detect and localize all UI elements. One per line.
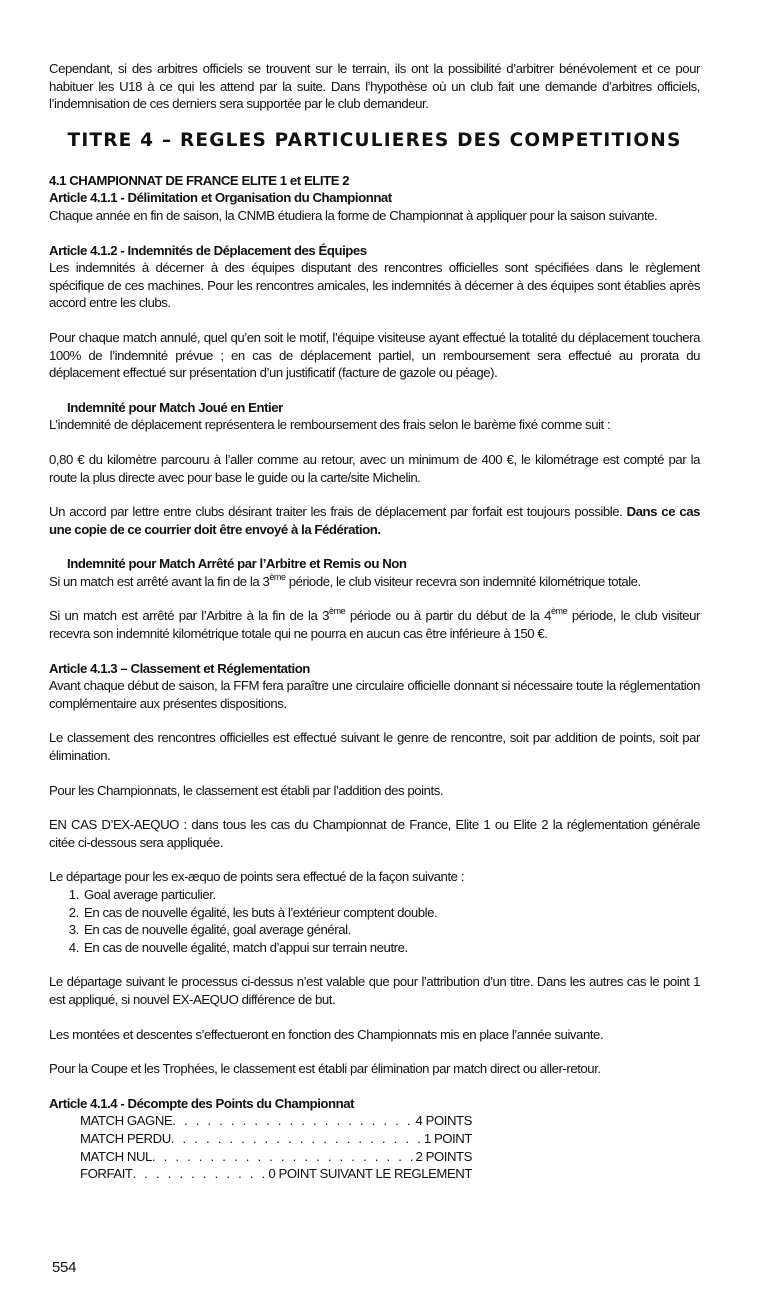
dot-leader xyxy=(171,1130,424,1148)
points-value: 4 POINTS xyxy=(415,1113,472,1129)
p6-superscript-1: ème xyxy=(329,606,346,617)
sub-text-match-entier: L’indemnité de déplacement représentera le remboursement des frais selon le barème fixé comme suit : xyxy=(49,417,611,433)
article-4-1-3-paragraph-5: Le départage pour les ex-æquo de points sera effectué de la façon suivante : xyxy=(49,869,464,885)
article-4-1-2-paragraph-1: Les indemnités à décerner à des équipes disputant des rencontres officielles sont spécifiées dans le règlement spécifique de ces machines. Pour les rencontres amicales, les indemnités à décerner à des équipes sont établies après accord entre les clubs. xyxy=(49,260,700,311)
paragraph-4-normal: Un accord par lettre entre clubs désirant traiter les frais de déplacement par forfait est toujours possible. xyxy=(49,504,627,520)
article-4-1-2-paragraph-4 xyxy=(49,503,700,538)
points-row xyxy=(80,1148,472,1166)
document-page xyxy=(49,60,700,1183)
article-4-1-2-paragraph-5 xyxy=(49,573,700,591)
article-4-1-1-heading: Article 4.1.1 - Délimitation et Organisation du Championnat xyxy=(49,190,392,206)
points-value: 0 POINT SUIVANT LE REGLEMENT xyxy=(268,1166,472,1182)
p6-part-b: période ou à partir du début de la 4 xyxy=(345,608,551,624)
p6-part-c: période, le club visiteur recevra son indemnité kilométrique totale qui ne pourra en aucun cas être inférieure à 150 €. xyxy=(49,608,700,642)
points-label: MATCH PERDU xyxy=(80,1130,171,1146)
p5-part-a: Si un match est arrêté avant la fin de la 3 xyxy=(49,573,270,589)
article-4-1-3-paragraph-3: Pour les Championnats, le classement est établi par l’addition des points. xyxy=(49,782,444,798)
list-item: 2. En cas de nouvelle égalité, les buts à l’extérieur comptent double. xyxy=(82,904,700,922)
dot-leader xyxy=(172,1112,415,1130)
article-4-1-3-paragraph-4: EN CAS D’EX-AEQUO : dans tous les cas du Championnat de France, Elite 1 ou Elite 2 la réglementation générale citée ci-dessous sera appliquée. xyxy=(49,817,700,850)
dot-leader xyxy=(133,1165,269,1183)
tiebreak-list xyxy=(49,886,700,956)
list-item: 3. En cas de nouvelle égalité, goal average général. xyxy=(82,921,700,939)
points-value: 1 POINT xyxy=(423,1130,472,1146)
intro-paragraph: Cependant, si des arbitres officiels se trouvent sur le terrain, ils ont la possibilité d’arbitrer bénévolement et ce pour habituer les U18 à ce qui les attend par la suite. Dans l’hypothèse où un club fait une demande d’arbitres officiels, l’indemnisation de ces derniers sera supportée par le club demandeur. xyxy=(49,61,700,112)
article-4-1-4-heading: Article 4.1.4 - Décompte des Points du Championnat xyxy=(49,1095,355,1111)
page-number: 554 xyxy=(52,1259,77,1276)
points-label: MATCH GAGNE xyxy=(80,1113,173,1129)
section-title: TITRE 4 – REGLES PARTICULIERES DES COMPETITIONS xyxy=(67,129,682,151)
points-row xyxy=(80,1112,472,1130)
points-row xyxy=(80,1165,472,1183)
article-4-1-2-paragraph-3: 0,80 € du kilomètre parcouru à l’aller comme au retour, avec un minimum de 400 €, le kilométrage est compté par la route la plus directe avec pour base le guide ou la carte/site Michelin. xyxy=(49,451,700,485)
sub-heading-match-arrete: Indemnité pour Match Arrêté par l’Arbitre et Remis ou Non xyxy=(67,556,407,572)
article-4-1-3-paragraph-1: Avant chaque début de saison, la FFM fera paraître une circulaire officielle donnant si nécessaire toute la réglementation complémentaire aux présentes dispositions. xyxy=(49,678,700,711)
article-4-1-3-paragraph-2: Le classement des rencontres officielles est effectué suivant le genre de rencontre, soit par addition de points, soit par élimination. xyxy=(49,730,700,764)
p5-part-b: période, le club visiteur recevra son indemnité kilométrique totale. xyxy=(285,573,641,589)
article-4-1-2-heading: Article 4.1.2 - Indemnités de Déplacement des Équipes xyxy=(49,242,367,258)
p5-superscript: ème xyxy=(269,571,286,582)
points-row xyxy=(80,1130,472,1148)
list-item: 1. Goal average particulier. xyxy=(82,886,700,904)
p6-part-a: Si un match est arrêté par l’Arbitre à la fin de la 3 xyxy=(49,608,330,624)
sub-heading-match-entier: Indemnité pour Match Joué en Entier xyxy=(67,399,283,415)
article-4-1-3-paragraph-6: Le départage suivant le processus ci-dessus n’est valable que pour l’attribution d’un titre. Dans les autres cas le point 1 est appliqué, si nouvel EX-AEQUO différence de but. xyxy=(49,974,700,1007)
points-value: 2 POINTS xyxy=(415,1148,472,1164)
p6-superscript-2: ème xyxy=(550,606,568,617)
article-4-1-3-paragraph-7: Les montées et descentes s’effectueront en fonction des Championnats mis en place l’année suivante. xyxy=(49,1026,604,1042)
article-4-1-2-paragraph-6 xyxy=(49,607,700,642)
list-item: 4. En cas de nouvelle égalité, match d’appui sur terrain neutre. xyxy=(82,939,700,957)
article-4-1-2-paragraph-2: Pour chaque match annulé, quel qu’en soit le motif, l’équipe visiteuse ayant effectué la totalité du déplacement touchera 100% de l’indemnité prévue ; en cas de déplacement partiel, un remboursement sera effectué au prorata du déplacement effectué sur présentation d’un justificatif (facture de gazole ou péage). xyxy=(49,329,700,381)
points-table xyxy=(80,1112,472,1182)
article-4-1-1-text: Chaque année en fin de saison, la CNMB étudiera la forme de Championnat à appliquer pour la saison suivante. xyxy=(49,207,658,223)
paragraph-4-bold: Dans ce cas une copie de ce courrier doit être envoyé à la Fédération. xyxy=(49,504,701,537)
points-label: MATCH NUL xyxy=(80,1148,152,1164)
section-4-1-heading: 4.1 CHAMPIONNAT DE FRANCE ELITE 1 et ELITE 2 xyxy=(49,172,350,188)
article-4-1-3-paragraph-8: Pour la Coupe et les Trophées, le classement est établi par élimination par match direct ou aller-retour. xyxy=(49,1061,601,1077)
points-label: FORFAIT xyxy=(80,1166,133,1182)
dot-leader xyxy=(152,1148,416,1166)
article-4-1-3-heading: Article 4.1.3 – Classement et Réglementation xyxy=(49,660,310,676)
